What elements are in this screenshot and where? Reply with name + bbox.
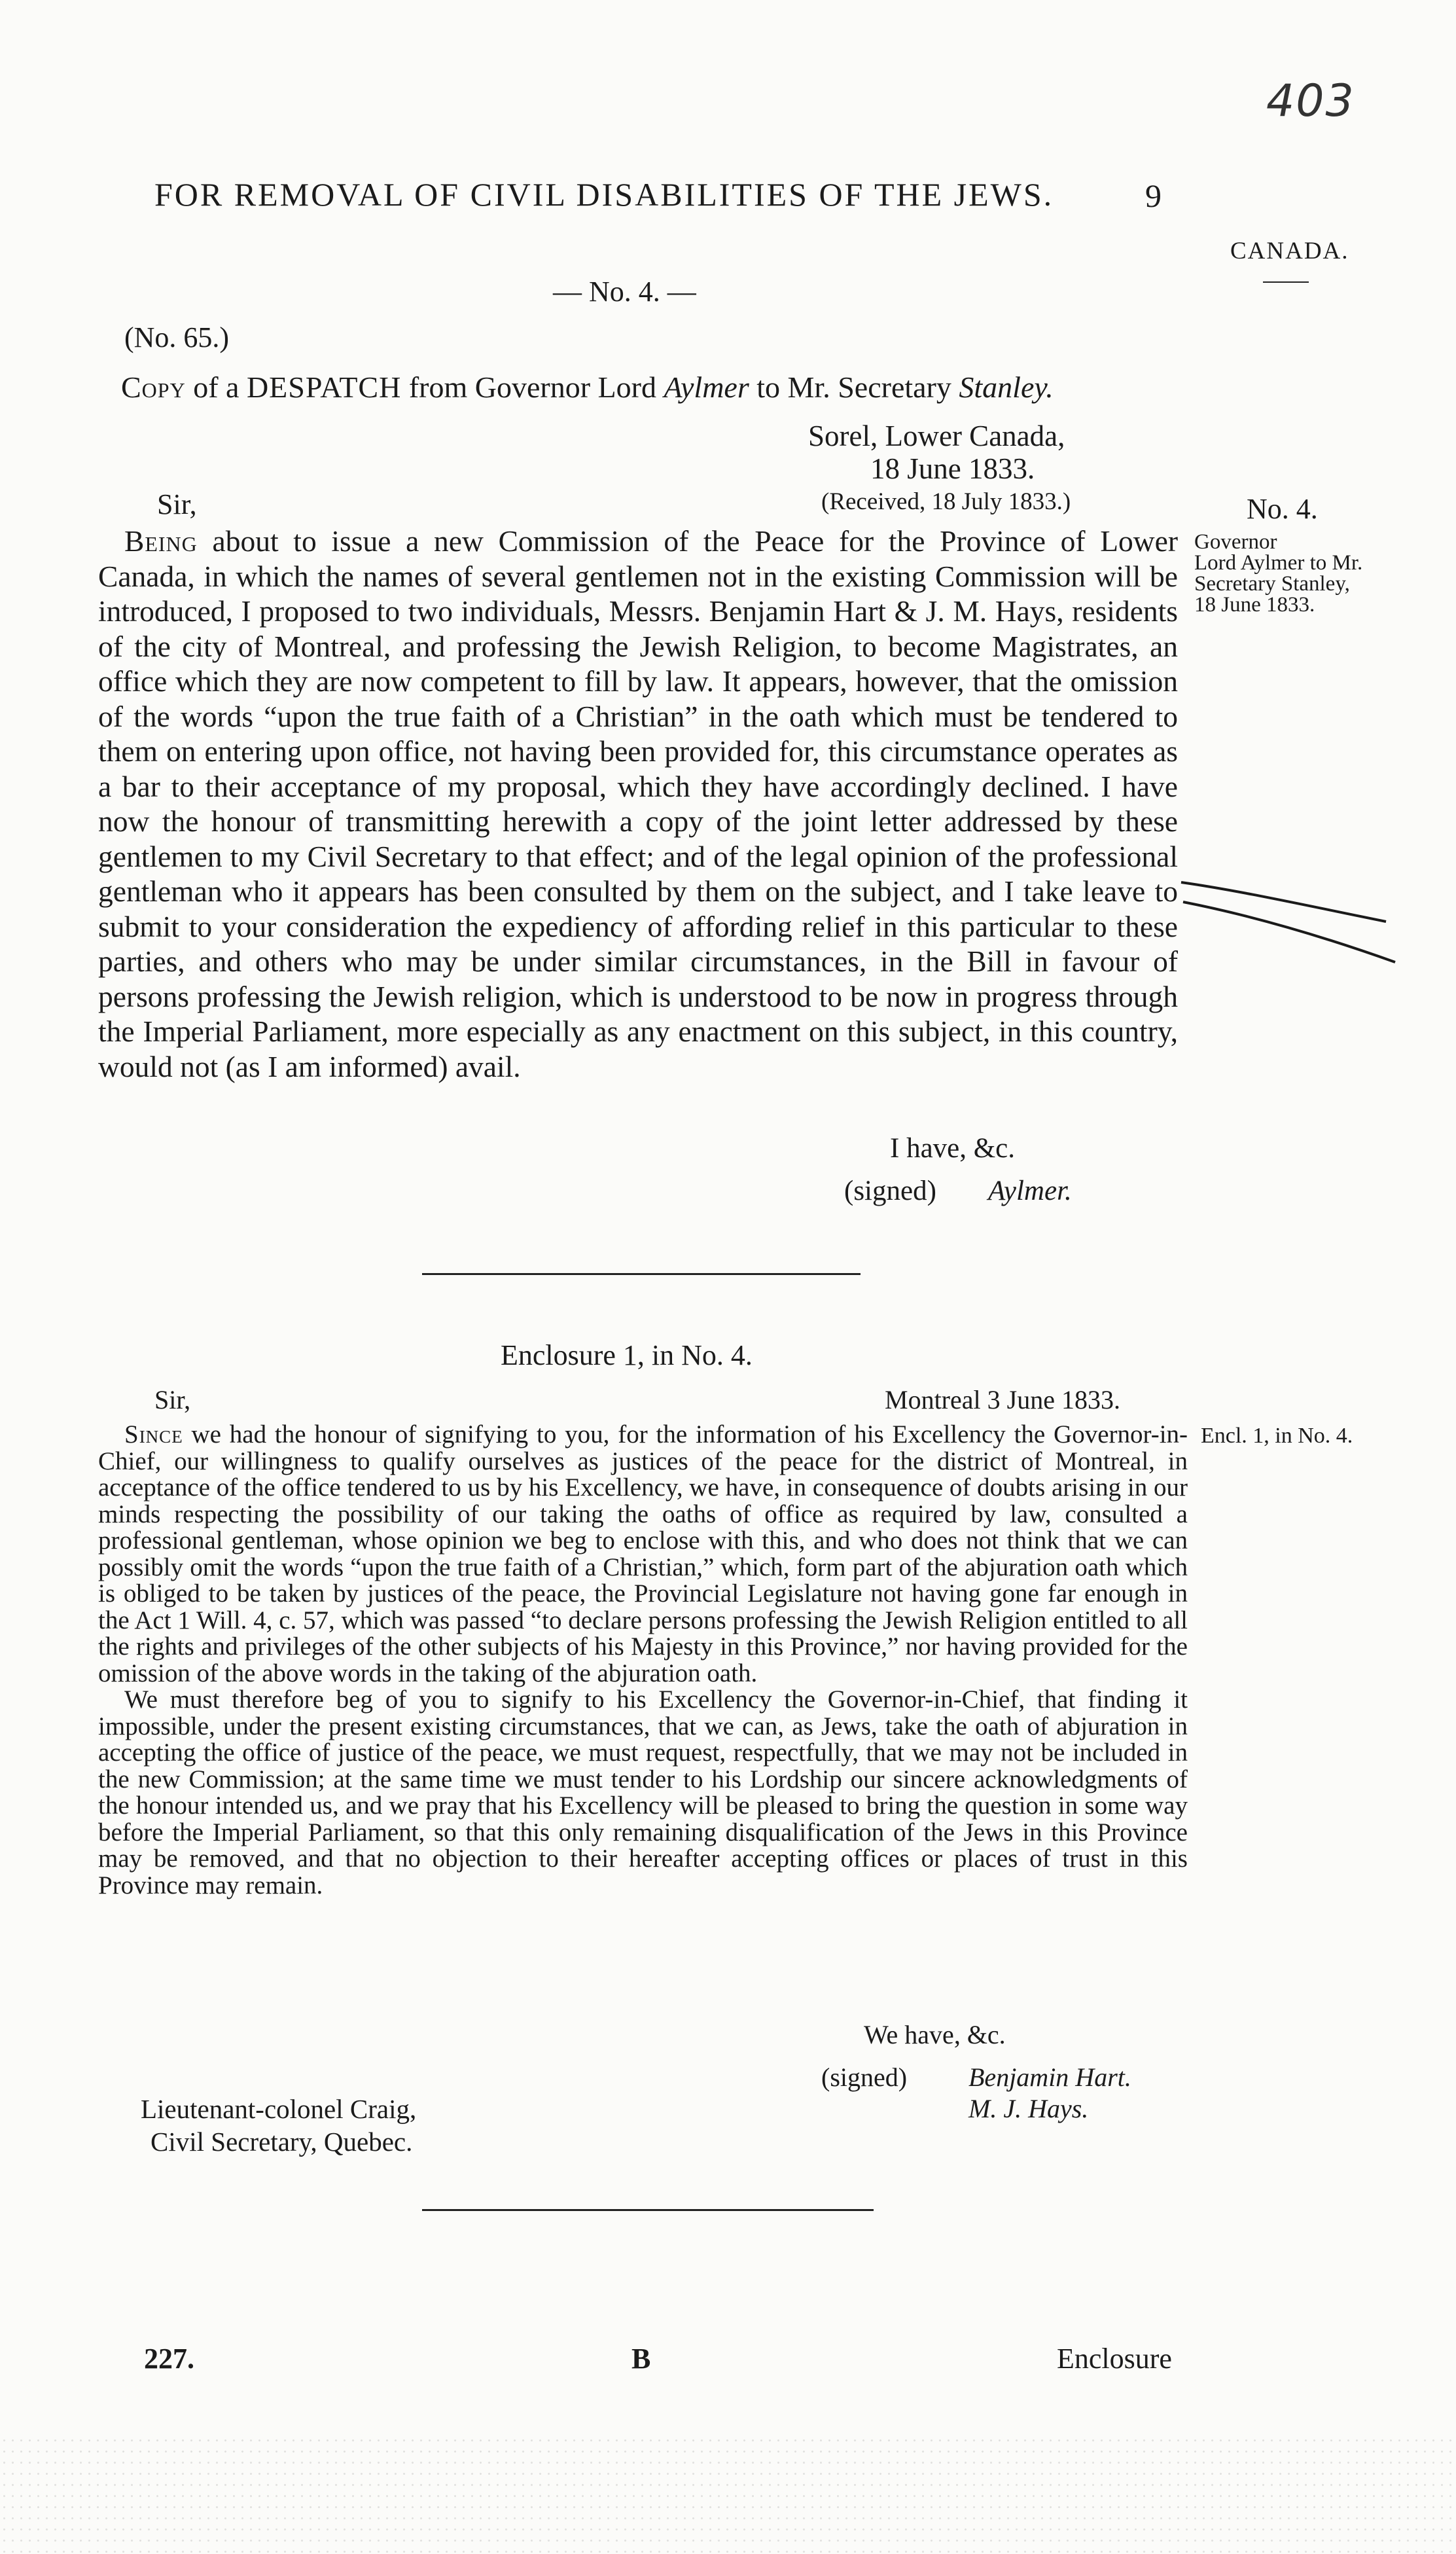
margin-note-1-line: Lord Aylmer to Mr. [1194, 551, 1363, 575]
title-secretary: Stanley. [959, 370, 1054, 404]
closing-2-signature-2: M. J. Hays. [968, 2094, 1089, 2123]
dateline-date: 18 June 1833. [870, 452, 1035, 485]
running-head: FOR REMOVAL OF CIVIL DISABILITIES OF THE JEWS. [154, 176, 1054, 213]
section-rule-1 [422, 1273, 861, 1275]
letter-2-date: Montreal 3 June 1833. [885, 1385, 1120, 1414]
number-heading: — No. 4. — [553, 276, 696, 308]
letter-2-body [98, 1422, 1188, 1899]
salutation-1: Sir, [157, 488, 197, 520]
letter-2-first-word: Since [124, 1420, 183, 1448]
salutation-2: Sir, [154, 1385, 191, 1414]
footer-signature-mark: B [631, 2343, 651, 2375]
dateline-received: (Received, 18 July 1833.) [821, 488, 1071, 515]
addressee-name: Lieutenant-colonel Craig, [141, 2094, 417, 2124]
closing-2-signed: (signed) [821, 2062, 908, 2092]
title-to: to Mr. Secretary [756, 370, 951, 404]
handwritten-folio-number: 403 [1266, 75, 1355, 127]
title-governor: Aylmer [664, 370, 749, 404]
title-lead: Copy [121, 370, 186, 404]
margin-note-1-line: Secretary Stanley, [1194, 572, 1350, 596]
letter-1-first-word: Being [124, 524, 198, 558]
despatch-title [121, 370, 1054, 405]
page-number: 9 [1145, 177, 1162, 214]
paper-speckle [0, 2435, 1456, 2554]
title-despatch: DESPATCH [246, 370, 402, 404]
margin-note-1 [1194, 531, 1404, 615]
addressee-title: Civil Secretary, Quebec. [151, 2127, 413, 2157]
margin-note-1-line: 18 June 1833. [1194, 593, 1315, 617]
margin-note-2: Encl. 1, in No. 4. [1201, 1424, 1353, 1448]
side-heading-canada: CANADA. [1230, 238, 1349, 264]
closing-2-text: We have, &c. [864, 2020, 1006, 2049]
letter-1-text: about to issue a new Commission of the Peace for the Province of Lower Canada, in which the names of several gentlemen not in the existing Commission will be introduced, I proposed to two individuals, Messrs. Benjamin Hart & J. M. Hays, residents of the city of Montreal, and professing the Jewish Religion, to become Magistrates, an office which they are now competent to fill by law. It appears, however, that the omission of the words “upon the true faith of a Christian” in the oath which must be tendered to them on entering upon office, not having been provided for, this circumstance operates as a bar to their acceptance of my proposal, which they have accordingly declined. I have now the honour of transmitting herewith a copy of the joint letter addressed by these gentlemen to my Civil Secretary to that effect; and of the legal opinion of the professional gentleman who it appears has been consulted by them on the subject, and I take leave to submit to your consideration the expediency of affording relief in this particular to these parties, and others who may be under similar circumstances, in the Bill in favour of persons professing the Jewish religion, which is understood to be now in progress through the Imperial Parliament, more especially as any enactment on this subject, in this country, would not (as I am informed) avail. [98, 524, 1178, 1083]
dateline-place: Sorel, Lower Canada, [808, 420, 1065, 452]
footer-catchword: Enclosure [1057, 2343, 1172, 2375]
closing-1-text: I have, &c. [890, 1133, 1016, 1164]
despatch-number: (No. 65.) [124, 321, 230, 353]
pen-marks [1178, 864, 1400, 982]
margin-note-1-number: No. 4. [1247, 493, 1318, 525]
title-from: from Governor Lord [408, 370, 656, 404]
footer-sheet-number: 227. [144, 2343, 194, 2375]
closing-2-signature-1: Benjamin Hart. [968, 2062, 1131, 2092]
margin-note-1-line: Governor [1194, 530, 1277, 554]
letter-2-paragraph-2: We must therefore beg of you to signify to his Excellency the Governor-in-Chief, that finding it impossible, under the present existing circumstances, that we can, as Jews, take the oath of abjuration in accepting the office of justice of the peace, we must request, respectfully, that we may not be included in the new Commission; at the same time we must tender to his Lordship our sincere acknowledgments of the honour intended us, and we pray that his Excellency will be pleased to bring the question in some way before the Imperial Parliament, so that this only remaining disqualification of the Jews in this Province may be removed, and that no objection to their hereafter accepting offices or places of trust in this Province may remain. [98, 1685, 1188, 1899]
enclosure-heading: Enclosure 1, in No. 4. [501, 1339, 753, 1371]
letter-1-body [98, 524, 1178, 1084]
closing-1-signature: Aylmer. [988, 1176, 1072, 1206]
section-rule-2 [422, 2209, 874, 2211]
closing-1-signed: (signed) [844, 1176, 936, 1206]
letter-2-paragraph-1: we had the honour of signifying to you, for the information of his Excellency the Governor-in-Chief, our willingness to qualify ourselves as justices of the peace for the district of Montreal, in acceptance of the office tendered to us by his Excellency, we have, in consequence of doubts arising in our minds respecting the possibility of our taking the oaths of office as required by law, consulted a professional gentleman, whose opinion we beg to enclose with this, and who does not think that we can possibly omit the words “upon the true faith of a Christian,” which, form part of the abjuration oath which is obliged to be taken by justices of the peace, the Provincial Legislature not having gone far enough in the Act 1 Will. 4, c. 57, which was passed “to declare persons professing the Jewish Religion entitled to all the rights and privileges of the other subjects of his Majesty in this Province,” nor having provided for the omission of the above words in the taking of the abjuration oath. [98, 1420, 1188, 1687]
title-of: of a [193, 370, 240, 404]
side-heading-rule [1263, 281, 1309, 283]
